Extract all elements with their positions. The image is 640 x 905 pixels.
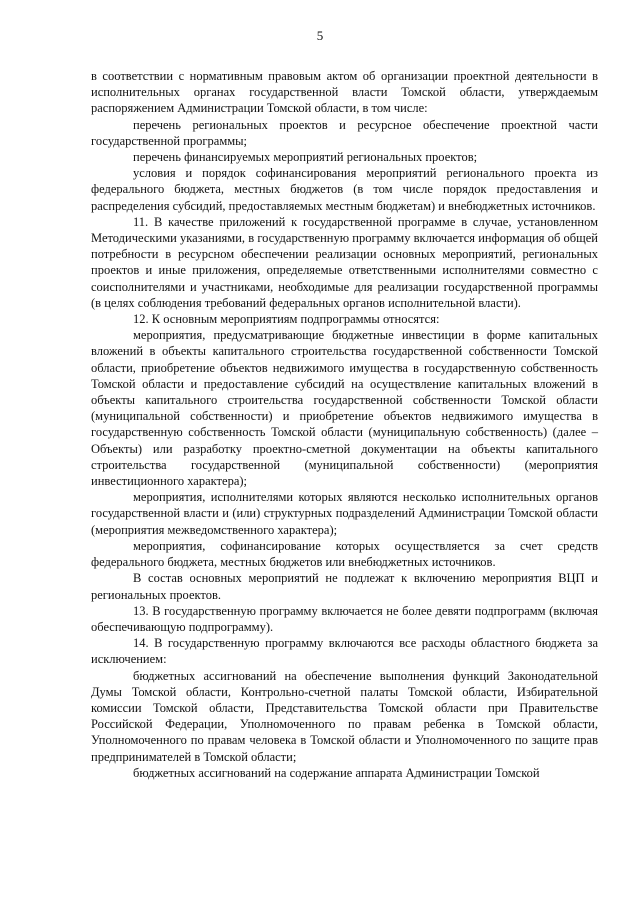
paragraph: мероприятия, софинансирование которых осуществляется за счет средств федерального бюджета, местных бюджетов или внебюджетных источников. [91,538,598,570]
paragraph: 14. В государственную программу включаются все расходы областного бюджета за исключением: [91,636,598,667]
page-number: 5 [316,28,324,43]
paragraph: бюджетных ассигнований на обеспечение выполнения функций Законодательной Думы Томской области, Контрольно-счетной палаты Томской области, Избирательной комиссии Томской области, Представительства Томской области при Правительстве Российской Федерации, Уполномоченного по правам ребенка в Томской области, Уполномоченного по правам человека в Томской области и Уполномоченного по защите прав предпринимателей в Томской области; [91,668,598,764]
paragraph: условия и порядок софинансирования мероприятий регионального проекта из федерального бюджета, местных бюджетов (в том числе порядок предоставления и распределения субсидий, предоставляемых местным бюджетам) и внебюджетных источников. [91,166,598,213]
paragraph: 13. В государственную программу включается не более девяти подпрограмм (включая обеспечивающую подпрограмму). [91,603,598,634]
paragraph: 11. В качестве приложений к государственной программе в случае, установленном Методическими указаниями, в государственную программу включается информация об общей потребности в ресурсном обеспечении реализации основных мероприятий, региональных проектов и иные приложения, определяемые ответственными исполнителями совместно с соисполнителями и участниками, необходимые для реализации государственной программы (в целях соблюдения требований федеральных органов исполнительной власти). [91,214,598,310]
paragraph: В состав основных мероприятий не подлежат к включению мероприятия ВЦП и региональных проектов. [91,571,598,602]
paragraph: перечень региональных проектов и ресурсное обеспечение проектной части государственной программы; [91,117,598,148]
paragraph: перечень финансируемых мероприятий региональных проектов; [133,150,478,165]
document-body [91,68,598,781]
paragraph: бюджетных ассигнований на содержание аппарата Администрации Томской [133,765,540,780]
paragraph: мероприятия, предусматривающие бюджетные инвестиции в форме капитальных вложений в объекты капитального строительства государственной собственности Томской области, приобретение объектов недвижимого имущества в государственную собственность Томской области и предоставление субсидий на осуществление капитальных вложений в объекты капитального строительства государственной собственности Томской области (муниципальной собственности) и приобретение объектов недвижимого имущества в государственную собственность Томской области (муниципальную собственность) (далее – Объекты) или разработку проектно-сметной документации на объекты капитального строительства государственной (муниципальной собственности) (мероприятия инвестиционного характера); [91,328,598,489]
paragraph: 12. К основным мероприятиям подпрограммы относятся: [133,312,440,327]
paragraph: в соответствии с нормативным правовым актом об организации проектной деятельности в исполнительных органах государственной власти Томской области, утверждаемым распоряжением Администрации Томской области, в том числе: [91,69,598,116]
paragraph: мероприятия, исполнителями которых являются несколько исполнительных органов государственной власти и (или) структурных подразделений Администрации Томской области (мероприятия межведомственного характера); [91,490,598,537]
